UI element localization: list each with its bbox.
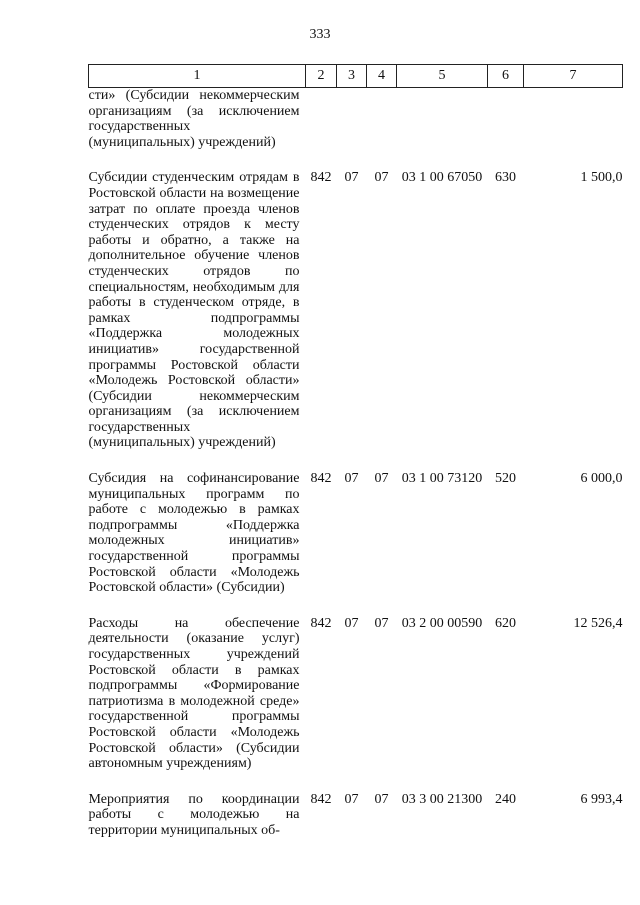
row-description: Субсидии студенческим отрядам в Ростовской области на возмещение затрат по оплате проезда членов студенческих отрядов к месту работы и обратно, а также на дополнительное обучение членов студенческих отрядов по специальностям, необходимым для работы в студенческом отряде, в рамках подпрограммы «Поддержка молодежных инициатив» государственной программы Ростовской области «Молодежь Ростовской области» (Субсидии некоммерческим организациям (за исключением государственных (муниципальных) учреждений) <box>88 170 300 451</box>
row-col-5: 03 3 00 21300 <box>401 791 483 807</box>
row-col-2: 842 <box>310 615 332 631</box>
row-col-4: 07 <box>374 791 389 807</box>
header-col-1: 1 <box>89 65 306 88</box>
row-col-7: 1 500,0 <box>580 170 623 186</box>
row-col-4: 07 <box>374 471 389 487</box>
row-col-2: 842 <box>310 791 332 807</box>
row-description: Мероприятия по координации работы с молодежью на территории муниципальных об- <box>88 791 300 838</box>
row-col-3: 07 <box>344 791 359 807</box>
row-spacer <box>89 772 623 792</box>
row-col-5: 03 1 00 73120 <box>401 471 483 487</box>
table-row <box>89 170 623 451</box>
row-col-6: 240 <box>495 791 516 807</box>
row-col-2: 842 <box>310 471 332 487</box>
row-col-3: 07 <box>344 615 359 631</box>
table-row <box>89 88 623 151</box>
table-row <box>89 471 623 596</box>
table-row <box>89 616 623 772</box>
row-col-4 <box>367 88 397 151</box>
row-col-7: 6 993,4 <box>580 791 623 807</box>
table-row <box>89 792 623 839</box>
header-col-2: 2 <box>306 65 337 88</box>
row-description: Расходы на обеспечение деятельности (оказание услуг) государственных учреждений Ростовской области в рамках подпрограммы «Формирование патриотизма в молодежной среде» государственной программы Ростовской области «Молодежь Ростовской области» (Субсидии автономным учреждениям) <box>88 615 300 772</box>
header-col-5: 5 <box>397 65 488 88</box>
row-col-2 <box>306 88 337 151</box>
row-col-6: 630 <box>495 170 516 186</box>
row-col-3 <box>337 88 367 151</box>
row-spacer <box>89 150 623 170</box>
header-col-3: 3 <box>337 65 367 88</box>
row-spacer <box>89 451 623 471</box>
budget-table <box>88 64 623 839</box>
row-col-2: 842 <box>310 170 332 186</box>
row-col-7: 6 000,0 <box>580 471 623 487</box>
row-col-4: 07 <box>374 615 389 631</box>
table-header-row <box>89 65 623 88</box>
row-col-3: 07 <box>344 170 359 186</box>
row-spacer <box>89 596 623 616</box>
header-col-6: 6 <box>488 65 524 88</box>
header-col-4: 4 <box>367 65 397 88</box>
header-col-7: 7 <box>524 65 623 88</box>
row-col-4: 07 <box>374 170 389 186</box>
row-col-6 <box>488 88 524 151</box>
row-description: сти» (Субсидии некоммерческим организациям (за исключением государственных (муниципальных) учреждений) <box>88 88 300 150</box>
row-col-5 <box>397 88 488 151</box>
row-col-7 <box>524 88 623 151</box>
row-col-6: 620 <box>495 615 516 631</box>
row-col-7: 12 526,4 <box>573 615 623 631</box>
row-col-5: 03 1 00 67050 <box>401 170 483 186</box>
row-col-6: 520 <box>495 471 516 487</box>
row-col-5: 03 2 00 00590 <box>401 615 483 631</box>
page-number: 333 <box>309 27 331 42</box>
row-description: Субсидия на софинансирование муниципальных программ по работе с молодежью в рамках подпрограммы «Поддержка молодежных инициатив» государственной программы Ростовской области «Молодежь Ростовской области» (Субсидии) <box>88 471 300 596</box>
row-col-3: 07 <box>344 471 359 487</box>
